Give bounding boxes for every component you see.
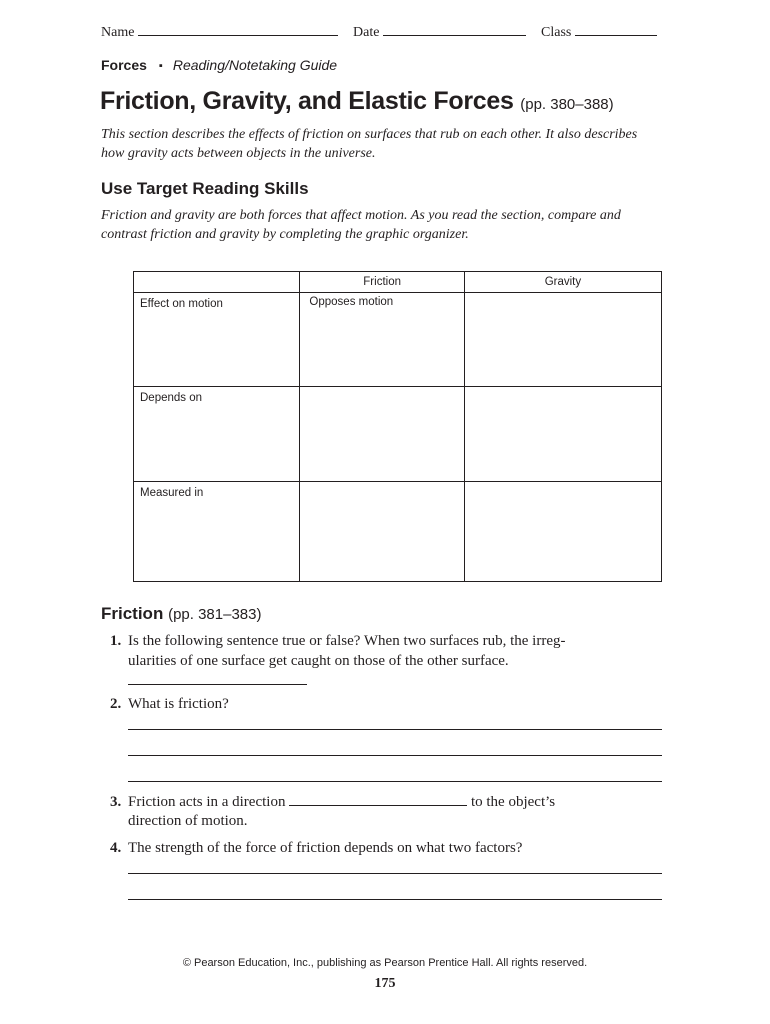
organizer-header-row xyxy=(134,272,662,293)
section-title: Friction, Gravity, and Elastic Forces xyxy=(100,87,514,115)
organizer-cell-friction[interactable]: Opposes motion xyxy=(300,293,464,387)
answer-blank[interactable] xyxy=(289,793,467,806)
question-text xyxy=(128,792,555,812)
question-text: Is the following sentence true or false? When two surfaces rub, the irreg- xyxy=(128,633,566,649)
page-title xyxy=(100,84,614,122)
question-text-continued: direction of motion. xyxy=(128,813,248,829)
organizer-row xyxy=(134,482,662,582)
name-label: Name xyxy=(101,25,135,40)
question-4 xyxy=(110,838,665,902)
question-3 xyxy=(110,792,665,834)
answer-line[interactable] xyxy=(128,873,662,874)
organizer-row xyxy=(134,293,662,387)
organizer-header-friction: Friction xyxy=(300,272,464,293)
question-1 xyxy=(110,631,665,691)
date-field[interactable] xyxy=(353,23,526,42)
friction-heading-pages: (pp. 381–383) xyxy=(168,606,262,623)
section-intro: This section describes the effects of friction on surfaces that rub on each other. It also describes how gravity acts between objects in the universe. xyxy=(101,127,638,161)
organizer-row-label: Effect on motion xyxy=(134,293,300,387)
question-text-before: Friction acts in a direction xyxy=(128,794,286,810)
organizer-row-label: Depends on xyxy=(134,387,300,482)
class-field[interactable] xyxy=(541,23,657,42)
answer-line[interactable] xyxy=(128,755,662,756)
answer-line[interactable] xyxy=(128,684,307,685)
copyright-notice: © Pearson Education, Inc., publishing as Pearson Prentice Hall. All rights reserved. xyxy=(182,957,588,969)
answer-line[interactable] xyxy=(128,899,662,900)
graphic-organizer xyxy=(133,271,662,582)
chapter-line xyxy=(101,56,337,75)
guide-name: Reading/Notetaking Guide xyxy=(172,57,338,73)
class-label: Class xyxy=(541,25,572,40)
page-number: 175 xyxy=(374,976,396,991)
friction-heading-text: Friction xyxy=(101,604,164,623)
class-blank[interactable] xyxy=(575,23,657,36)
friction-heading xyxy=(101,603,261,626)
organizer-row-label: Measured in xyxy=(134,482,300,582)
organizer-cell-gravity[interactable] xyxy=(464,293,661,387)
question-text-after: to the object’s xyxy=(470,794,556,810)
organizer-cell-gravity[interactable] xyxy=(464,482,661,582)
question-2 xyxy=(110,694,665,784)
date-blank[interactable] xyxy=(383,23,526,36)
question-number: 3. xyxy=(110,794,122,810)
section-pages: (pp. 380–388) xyxy=(520,96,614,113)
organizer-cell-gravity[interactable] xyxy=(464,387,661,482)
name-field[interactable] xyxy=(101,23,338,42)
question-text: The strength of the force of friction depends on what two factors? xyxy=(128,840,523,856)
reading-skills-instructions: Friction and gravity are both forces that affect motion. As you read the section, compare and contrast friction and gravity by completing the graphic organizer. xyxy=(101,208,621,242)
name-blank[interactable] xyxy=(138,23,338,36)
date-label: Date xyxy=(353,25,380,40)
organizer-header-blank xyxy=(134,272,300,293)
organizer-cell-friction[interactable] xyxy=(300,482,464,582)
reading-skills-heading: Use Target Reading Skills xyxy=(101,179,309,198)
answer-line[interactable] xyxy=(128,781,662,782)
separator-icon: ▪ xyxy=(158,60,163,72)
question-text: What is friction? xyxy=(128,696,229,712)
organizer-header-gravity: Gravity xyxy=(464,272,661,293)
organizer-cell-friction[interactable] xyxy=(300,387,464,482)
question-number: 1. xyxy=(110,633,122,649)
organizer-row xyxy=(134,387,662,482)
question-text-continued: ularities of one surface get caught on those of the other surface. xyxy=(128,653,509,669)
question-number: 4. xyxy=(110,840,122,856)
answer-line[interactable] xyxy=(128,729,662,730)
chapter-name: Forces xyxy=(101,57,147,73)
question-number: 2. xyxy=(110,696,122,712)
